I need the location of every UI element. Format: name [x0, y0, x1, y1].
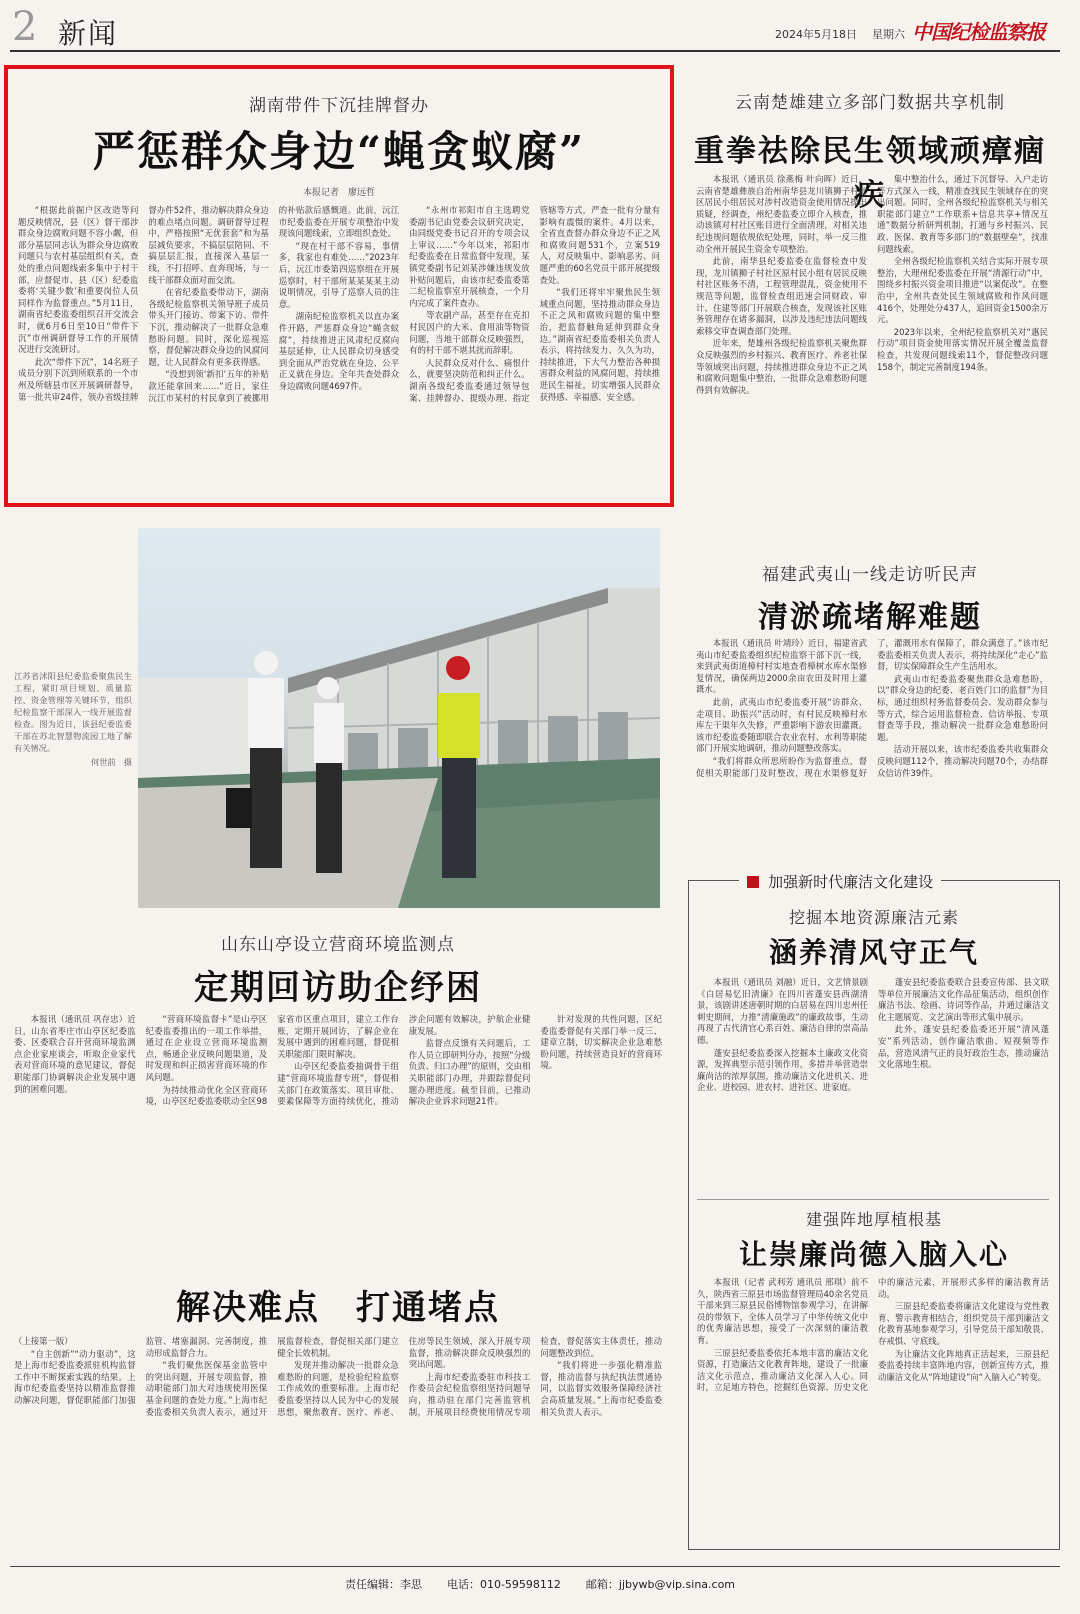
paragraph: 蓬安县纪委监委深入挖掘本土廉政文化资源，发挥典型示范引领作用，多措并举营造崇廉尚洁的浓厚氛围，推动廉洁文化进机关、进企业、进校园、进农村、进社区、进家庭。	[697, 1047, 868, 1093]
paragraph: 山亭区纪委监委抽调骨干组建“营商环境监督专班”，督促相关部门在政策落实、项目审批、要素保障等方面持续优化，推动涉企问题有效解决，护航企业健康发展。	[277, 1014, 531, 1107]
paragraph: “我们将群众所思所盼作为监督重点，督促相关职能部门及时整改，现在水渠修复好了，灌溉用水有保障了，群众满意了。”该市纪委监委相关负责人表示，将持续深化“走心”监督，切实保障群众生产生活用水。	[696, 638, 1048, 778]
paragraph: 武夷山市纪委监委聚焦群众急难愁盼，以“群众身边的纪委、老百姓门口的监督”为目标，通过组织村务监督委员会、发动群众参与等方式，综合运用监督检查、信访举报、专项督查等手段，推动解决一批群众急难愁盼问题。	[877, 673, 1048, 742]
lianjie-box	[688, 873, 1060, 1550]
paragraph: 本报讯（通讯员 刘融）近日，文艺情景剧《白居易忆旧清廉》在四川省蓬安县西湖清景，该剧讲述唐朝时期的白居易在四川忠州任刺史期间，力推“清廉施政”的廉政故事，生动再现了古代清官心系百姓、廉洁自律的崇高品德。	[697, 977, 868, 1045]
jianshe-headline: 让崇廉尚德入脑入心	[738, 1238, 1009, 1271]
masthead	[0, 0, 1080, 60]
article-jiejue	[8, 1280, 678, 1560]
jianshe-body	[697, 1277, 1049, 1541]
hunan-kicker: 湖南带件下沉挂牌督办	[249, 96, 429, 116]
paragraph: 本报讯（通讯员 叶靖玲）近日，福建省武夷山市纪委监委组织纪检监察干部下沉一线，来到武夷街道樟村村实地查看樟树水库水渠修复情况，确保两边2000余亩农田及时用上灌溉水。	[696, 638, 867, 695]
email-label: 邮箱：	[585, 1578, 619, 1591]
paragraph: 上海市纪委监委驻市科技工作委员会纪检监察组坚持问题导向，推动驻在部门完善监管机制，开展项目经费使用情况专项检查，督促落实主体责任，推动问题整改到位。	[408, 1336, 662, 1417]
person-2	[314, 677, 344, 873]
paragraph: “我们还将牢牢聚焦民生领域重点问题，坚持推动群众身边不正之风和腐败问题的集中整治，把监督触角延伸到群众身边。”湖南省纪委监委相关负责人表示，将持续发力、久久为功，持续推进，下大气力整治各种损害群众利益的风腐问题，持续推进民生福祉，切实增强人民群众获得感、幸福感、安全感。	[539, 287, 660, 402]
masthead-date: 2024年5月18日	[775, 28, 857, 41]
paragraph: 人民群众反对什么、痛恨什么，就要坚决防范和纠正什么。湖南各级纪委监委通过领导包案、挂牌督办、提级办理、指定管辖等方式，严查一批有分量有影响有震慑的案件。4月以来，全省直查督办群众身边不正之风和腐败问题531个，立案519人，对反映集中、影响恶劣、问题严重的60名党员干部开展提级查处。	[409, 205, 660, 403]
paragraph: 全州各级纪检监察机关结合实际开展专项整治，大理州纪委监委在开展“清源行动”中，围绕乡村振兴资金项目推进“以案促改”。在整治中，全州共查处民生领域腐败和作风问题416个，处理处分437人，追回资金1500余万元。	[877, 256, 1048, 325]
construction-site-image	[138, 528, 660, 908]
paragraph: 此前，武夷山市纪委监委开展“访群众、走项目、助振兴”活动时，有村民反映樟村水库左干渠年久失修，严重影响下游农田灌溉。该市纪委监委随即联合农业农村、水利等职能部门开展实地调研，推动问题整改落实。	[696, 696, 867, 754]
yunnan-kicker: 云南楚雄建立多部门数据共享机制	[735, 93, 1005, 113]
paragraph: 为让廉洁文化阵地真正活起来，三原县纪委监委持续丰富阵地内容，创新宣传方式，推动廉洁文化从“阵地建设”向“入脑入心”转变。	[878, 1348, 1049, 1382]
paragraph: 三原县纪委监委将廉洁文化建设与党性教育、警示教育相结合，组织党员干部到廉洁文化教育基地参观学习，引导党员干部知敬畏、存戒惧、守底线。	[878, 1301, 1049, 1346]
article-yunnan	[690, 88, 1070, 538]
paragraph: 此前，南华县纪委监委在监督检查中发现，龙川镇狮子村社区原村民小组有居民反映村社区账务不清，工程管理混乱，资金使用不规范等问题，监督检查组迅速会同财政、审计、住建等部门开展联合核查，发现该社区账务管理存在诸多漏洞，以涉及违纪违法问题线索移交审查调查部门处理。	[696, 256, 867, 336]
email-address: jjbywb@vip.sina.com	[618, 1578, 736, 1591]
page-number: 2	[12, 4, 38, 50]
section-banner	[739, 871, 941, 892]
paragraph: 蓬安县纪委监委联合县委宣传部、县文联等单位开展廉洁文化作品征集活动，组织创作廉洁书法、绘画、诗词等作品，并通过廉洁文化主题展览、文艺演出等形式集中展示。	[878, 977, 1049, 1022]
paragraph: 发现并推动解决一批群众急难愁盼的问题，是检验纪检监察工作成效的重要标准。上海市纪委监委坚持以人民为中心的发展思想，聚焦教育、医疗、养老、住房等民生领域，深入开展专项监督，推动解决群众反映强烈的突出问题。	[277, 1336, 531, 1417]
editor-label: 责任编辑：	[344, 1578, 400, 1591]
jianshe-kicker: 建强阵地厚植根基	[805, 1210, 942, 1229]
paragraph: 在省纪委监委带动下，湖南各级纪检监察机关领导班子成员带头开门接访、带案下访、带件下沉，推动解决了一批群众急难愁盼问题。同时，深化巡视巡察，督促解决群众身边的风腐问题，让人民群众有更多获得感。	[148, 287, 269, 367]
masthead-rule	[10, 50, 1060, 52]
photo-credit: 何世前 摄	[91, 757, 132, 767]
paragraph: “没想到领‘新扣’五年的补贴款还能拿回来……”近日，家住沅江市某村的村民拿到了被挪用的补贴款后感慨道。此前，沅江市纪委监委在开展专项整治中发现该问题线索，立即组织查处。	[148, 205, 400, 403]
paragraph: “自主创新”“动力驱动”，这是上海市纪委监委派驻机构监督工作中不断探索实践的结果。上海市纪委监委坚持以精准监督推动解决问题，督促职能部门加强监管、堵塞漏洞、完善制度，推动形成监督合力。	[14, 1336, 268, 1405]
paragraph: 针对发现的共性问题，区纪委监委督促有关部门举一反三、建章立制，切实解决企业急难愁盼问题，持续营造良好的营商环境。	[540, 1014, 662, 1071]
hunan-headline: 严惩群众身边“蝇贪蚁腐”	[92, 127, 586, 176]
fujian-kicker: 福建武夷山一线走访听民声	[762, 565, 978, 585]
paragraph: “永州市祁阳市自主选聘党委副书记由党委会议研究决定，由同级党委书记召开的专项会议上审议……”今年以来，祁阳市纪委监委在日常监督中发现，某镇党委副书记刘某涉嫌违规发放补贴问题后，由该市纪委监委第二纪检监察室开展核查，一个月内完成了案件查办。	[409, 205, 530, 308]
shanting-body	[14, 1014, 662, 1264]
paragraph: 集中整治什么，通过下沉督导、入户走访等方式深入一线，精准查找民生领域存在的突出问题。同时，全州各级纪检监察机关与相关职能部门建立“工作联系+信息共享+情况互通”数据分析研判机制，打通与乡村振兴、民政、医保、教育等多部门的“数据壁垒”，找准问题线索。	[877, 174, 1048, 254]
footer-rule	[10, 1566, 1060, 1567]
phone-label: 电话：	[446, 1578, 480, 1591]
news-photo	[138, 528, 660, 908]
paragraph: 2023年以来，全州纪检监察机关对“惠民行动”项目资金使用落实情况开展全覆盖监督检查，共发现问题线索11个，督促整改问题158个，制定完善制度194条。	[877, 326, 1048, 372]
jiejue-headline: 解决难点 打通堵点	[176, 1288, 500, 1328]
sanming-headline: 涵养清风守正气	[768, 936, 979, 969]
fujian-headline: 清淤疏堵解难题	[758, 600, 982, 635]
paragraph: 近年来，楚雄州各级纪检监察机关聚焦群众反映强烈的乡村振兴、教育医疗、养老社保等领域突出问题，持续推进群众身边不正之风和腐败问题集中整治，一批群众急难愁盼问题得到有效解决。	[696, 338, 867, 395]
paragraph: （上接第一版）	[14, 1336, 73, 1346]
photo-caption	[14, 670, 132, 810]
hunan-body	[18, 205, 660, 505]
paragraph: 为持续推动优化全区营商环境，山亭区纪委监委联动全区98家省市区重点项目，建立工作台账，定期开展回访，了解企业在发展中遇到的困难问题，督促相关职能部门限时解决。	[145, 1014, 399, 1107]
editor-name: 李思	[399, 1578, 422, 1591]
masthead-weekday: 星期六	[872, 28, 905, 41]
paragraph: “我们聚焦医保基金监管中的突出问题，开展专项监督，推动职能部门加大对违规使用医保基金问题的查处力度。”上海市纪委监委相关负责人表示，通过开展监督检查，督促相关部门建立健全长效机制。	[145, 1336, 399, 1417]
paragraph: 本报讯（记者 武利芳 通讯员 邢琪）前不久，陕西省三原县市场监督管理局40余名党员干部来到三原县民俗博物馆参观学习，在讲解员的带领下，全体人员学习了中华传统文化中的优秀廉洁思想，接受了一次深刻的廉洁教育。	[697, 1277, 868, 1345]
paragraph: “营商环境监督卡”是山亭区纪委监委推出的一项工作举措，通过在企业设立营商环境监测点，畅通企业反映问题渠道，及时发现和纠正损害营商环境的作风问题。	[145, 1014, 268, 1082]
box-divider	[697, 1199, 1049, 1200]
footer	[0, 1576, 1080, 1592]
paragraph: 三原县纪委监委依托本地丰富的廉洁文化资源，打造廉洁文化教育阵地，建设了一批廉洁文化示范点，推动廉洁文化深入人心。同时，立足地方特色，挖掘红色资源、历史文化中的廉洁元素，开展形式多样的廉洁教育活动。	[697, 1277, 1049, 1393]
paragraph: 湖南纪检监察机关以直办案件开路，严惩群众身边“蝇贪蚁腐”，持续推进正风肃纪反腐向基层延伸，让人民群众切身感受到全面从严治党就在身边、公平正义就在身边。全年共查处群众身边腐败问题4697件。	[278, 311, 400, 391]
hunan-byline: 本报记者 廖远哲	[302, 188, 375, 198]
yunnan-body	[696, 174, 1048, 534]
banner-icon	[747, 876, 759, 888]
fujian-body	[696, 638, 1048, 860]
paragraph: “我们将进一步强化精准监督，推动监督与执纪执法贯通协同，以监督实效服务保障经济社会高质量发展。”上海市纪委监委相关负责人表示。	[540, 1360, 662, 1417]
article-fujian	[690, 560, 1070, 860]
article-hunan	[4, 65, 674, 507]
caption-text: 江苏省沭阳县纪委监委聚焦民生工程，紧盯项目规划、质量监控、资金管理等关键环节，组织纪检监察干部深入一线开展监督检查。图为近日，该县纪委监委干部在苏北智慧物流园工地了解有关情况。	[14, 671, 132, 753]
jiejue-body	[14, 1336, 662, 1556]
yunnan-headline: 重拳祛除民生领域顽瘴痼疾	[694, 134, 1046, 213]
shanting-kicker: 山东山亭设立营商环境监测点	[221, 935, 455, 955]
paragraph: 活动开展以来，该市纪委监委共收集群众反映问题112个，推动解决问题70个，办结群众信访件39件。	[877, 744, 1048, 778]
paper-logo: 中国纪检监察报	[912, 20, 1045, 44]
sanming-kicker: 挖掘本地资源廉洁元素	[788, 908, 959, 927]
article-shanting	[8, 930, 678, 1270]
sanming-body	[697, 977, 1049, 1187]
paragraph: “现在村干部不容易，事情多，我家也有难处……”2023年后，沅江市委第四巡察组在开展巡察时，村干部所某某某某主动说明情况，引导了巡察人员的注意。	[278, 240, 400, 309]
banner-label: 加强新时代廉洁文化建设	[768, 873, 934, 891]
section-name: 新闻	[58, 17, 119, 50]
paragraph: 本报讯（通讯员 徐燕梅 叶向晖）近日，云南省楚雄彝族自治州南华县龙川镇狮子村社区居民小组居民对涉村改造资金使用情况提出质疑，经调查，州纪委监委立即介入核查，推动该镇对村社区账目进行全面清理，对相关违纪违规问题依规依纪处理，同时，举一反三推动全州开展民生资金专项整治。	[696, 174, 867, 254]
paragraph: “根据此前掘户区改造等问题反映情况，县（区）督干部涉群众身边腐败问题不容小觑，但部分基层同志认为群众身边腐败问题只与农村基层组织有关，查处的重点问题线索多集中于村干部，应督促市、县（区）纪委监委将‘关键少数’和重要岗位人员同样作为监督重点。”5月11日，湖南省纪委监委组织召开交流会时，就6月6日至10日“带件下沉”市州调研督导工作的开展情况进行交流研讨。	[18, 205, 139, 355]
shanting-headline: 定期回访助企纾困	[194, 968, 482, 1008]
paragraph: 等农副产品，甚至存在克扣村民因户的大米、食用油等物资问题，当地干部群众反映强烈，有的村干部不堪其扰而辞职。	[409, 310, 530, 356]
paragraph: 此次“带件下沉”，14名班子成员分别下沉到所联系的一个市州及所辖县市区开展调研督导，第一批共审24件，领办省级挂牌督办件52件，推动解决群众身边的难点堵点问题。调研督导过程中，严格按照“无优套套”和为基层减负要求，不搞层层陪同、不搞层层汇报，直接深入基层一线，不打招呼、直奔现场，与一线干部群众面对面交流。	[18, 205, 269, 402]
paragraph: 监督点反馈有关问题后，工作人员立即研判分办，按照“分级负责、归口办理”的原则，交由相关职能部门办理，并跟踪督促问题办理进度。截至目前，已推动解决企业诉求问题21件。	[408, 1038, 531, 1107]
phone-number: 010-59598112	[479, 1578, 561, 1591]
paragraph: 此外，蓬安县纪委监委还开展“清风蓬安”系列活动，创作廉洁歌曲、短视频等作品，营造风清气正的良好政治生态，推动廉洁文化落地生根。	[878, 1024, 1049, 1070]
paragraph: 本报讯（通讯员 巩存忠）近日，山东省枣庄市山亭区纪委监委、区委联合召开营商环境监测点企业家座谈会，听取企业家代表对营商环境的意见建议，督促职能部门协调解决企业发展中遇到的困难问题。	[14, 1014, 136, 1094]
